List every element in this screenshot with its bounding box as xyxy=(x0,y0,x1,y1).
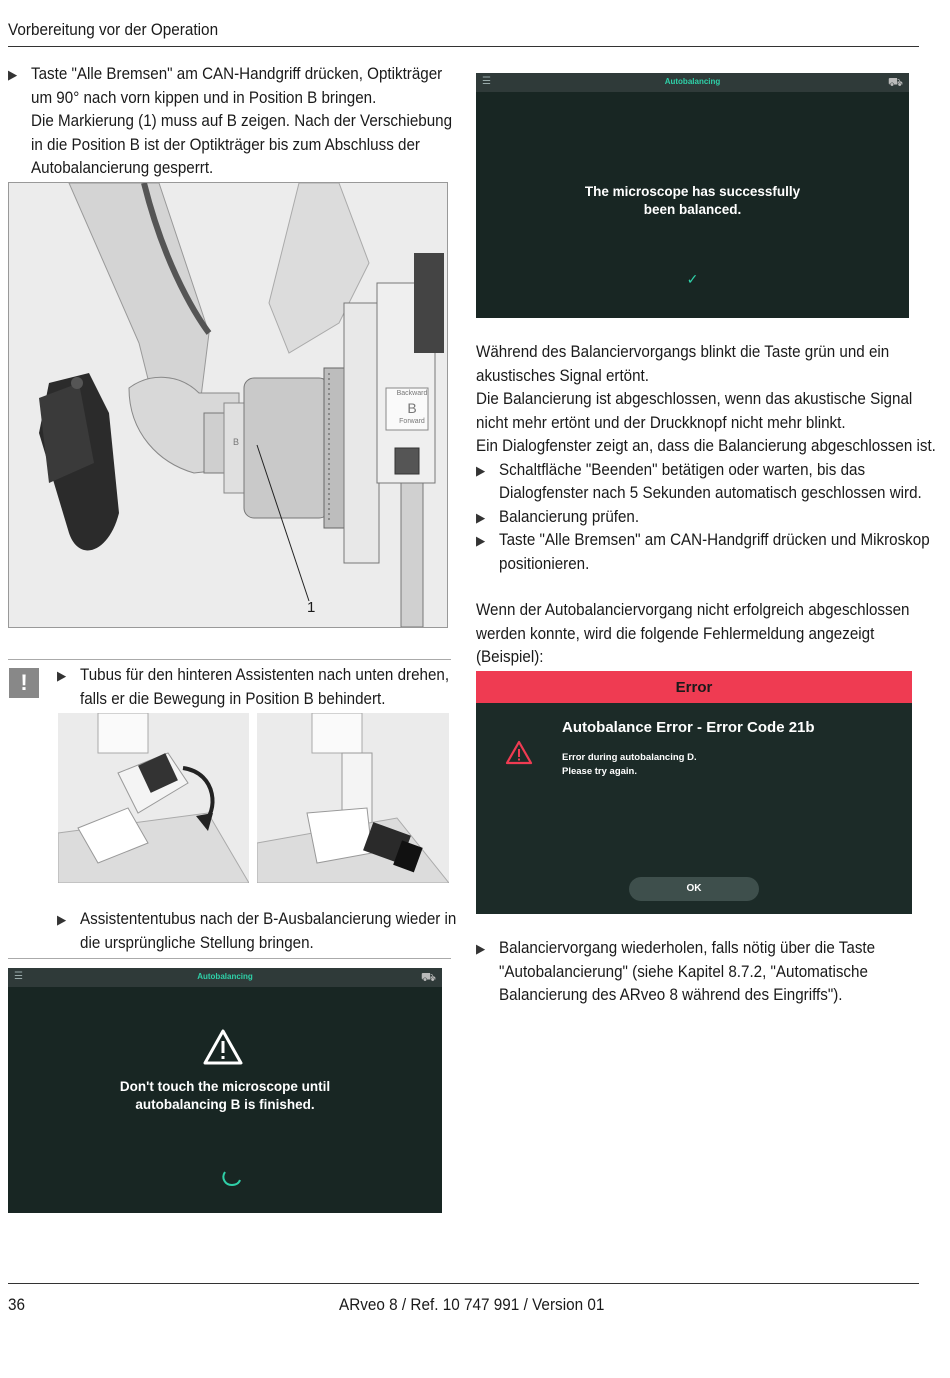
bullet-finish: ▶ Schaltfläche "Beenden" betätigen oder warten, bis das Dialogfenster nach 5 Sekunden automatisch geschlossen wird. xyxy=(476,460,922,502)
page-number: 36 xyxy=(8,1295,26,1314)
screen-topbar xyxy=(476,73,909,92)
screen-title: Autobalancing xyxy=(197,972,253,981)
error-title: Autobalance Error - Error Code 21b xyxy=(562,719,815,736)
document-reference: ARveo 8 / Ref. 10 747 991 / Version 01 xyxy=(339,1295,605,1314)
microscope-device-icon[interactable]: ⛟ xyxy=(420,970,436,984)
note-text: ▶ Tubus für den hinteren Assistenten nach unten drehen, falls er die Bewegung in Position B behindert. xyxy=(57,666,450,708)
autobalancing-warning-screen xyxy=(8,968,442,1213)
tube-rotate-photo xyxy=(58,713,249,883)
retry-bullet: ▶ Balanciervorgang wiederholen, falls nötig über die Taste "Autobalancierung" (siehe Kapitel 8.7.2, "Automatische Balancierung des ARveo 8 während des Eingriffs"). xyxy=(476,939,876,1004)
bullet-arrow-icon: ▶ xyxy=(8,67,18,82)
bullet-position: ▶ Taste "Alle Bremsen" am CAN-Handgriff drücken und Mikroskop positionieren. xyxy=(476,531,930,573)
screen-topbar xyxy=(8,968,442,987)
plate-letter-label: B xyxy=(407,400,417,416)
step1-text: ▶ Taste "Alle Bremsen" am CAN-Handgriff drücken, Optikträger um 90° nach vorn kippen und in Position B bringen. Die Markierung (1) muss auf B zeigen. Nach der Verschiebung in die Position B ist der Optikträger bis zum Abschluss der Autobalancierung gesperrt. xyxy=(8,65,453,177)
error-line-2: Please try again. xyxy=(562,766,637,777)
bullet-arrow-icon: ▶ xyxy=(57,912,67,927)
loading-spinner-icon xyxy=(220,1168,242,1188)
header-rule xyxy=(8,46,919,47)
tube-down-photo xyxy=(257,713,449,883)
ok-button[interactable]: OK xyxy=(629,877,759,901)
error-header: Error xyxy=(476,671,912,703)
bullet-arrow-icon: ▶ xyxy=(57,668,67,683)
note-top-rule xyxy=(8,659,451,660)
balancing-description: Während des Balanciervorgangs blinkt die Taste grün und ein akustisches Signal ertönt. Die Balancierung ist abgeschlossen, wenn das akustische Signal nicht mehr ertönt und der Druckknopf nicht mehr blinkt. Ein Dialogfenster zeigt an, dass die Balancierung abgeschlossen ist. ▶ Schaltfläche "Beenden" betätigen oder warten, bis das Dialogfenster nach 5 Sekunden automatisch geschlossen wird. ▶ Balancierung prüfen. ▶ Taste "Alle Bremsen" am CAN-Handgriff drücken und Mikroskop positionieren. xyxy=(476,341,936,576)
microscope-illustration xyxy=(9,183,447,627)
microscope-position-b-figure xyxy=(8,182,448,628)
bullet-arrow-icon: ▶ xyxy=(476,533,486,548)
scale-mark-label: B xyxy=(233,437,240,447)
warning-note-icon: ! xyxy=(9,668,39,698)
error-triangle-icon xyxy=(505,740,533,766)
note-bottom-rule xyxy=(8,958,451,959)
bullet-check: ▶ Balancierung prüfen. xyxy=(476,506,936,530)
bullet-arrow-icon: ▶ xyxy=(476,462,486,478)
microscope-device-icon[interactable]: ⛟ xyxy=(887,75,903,89)
autobalancing-success-screen xyxy=(476,73,909,318)
error-line-1: Error during autobalancing D. xyxy=(562,752,697,763)
plate-backward-label: Backward xyxy=(396,390,428,397)
hamburger-menu-icon[interactable]: ☰ xyxy=(482,76,491,87)
callout-number: 1 xyxy=(307,599,316,616)
hamburger-menu-icon[interactable]: ☰ xyxy=(14,971,23,982)
footer-rule xyxy=(8,1283,919,1284)
error-dialog xyxy=(476,671,912,914)
plate-forward-label: Forward xyxy=(399,418,425,425)
bullet-arrow-icon: ▶ xyxy=(476,509,486,525)
warning-triangle-icon xyxy=(202,1028,244,1066)
tube-rotate-illustration xyxy=(58,713,249,883)
checkmark-icon: ✓ xyxy=(686,271,699,287)
success-message: The microscope has successfully been balanced. xyxy=(584,184,801,217)
page-header: Vorbereitung vor der Operation xyxy=(8,20,219,39)
screen-title: Autobalancing xyxy=(664,77,721,86)
warning-message: Don't touch the microscope until autobalancing B is finished. xyxy=(119,1079,331,1112)
bullet-arrow-icon: ▶ xyxy=(476,941,486,956)
error-intro-text: Wenn der Autobalanciervorgang nicht erfolgreich abgeschlossen werden konnte, wird die folgende Fehlermeldung angezeigt (Beispiel): xyxy=(476,601,910,666)
step2-text: ▶ Assistententubus nach der B-Ausbalancierung wieder in die ursprüngliche Stellung bringen. xyxy=(57,910,457,952)
tube-down-illustration xyxy=(257,713,449,883)
